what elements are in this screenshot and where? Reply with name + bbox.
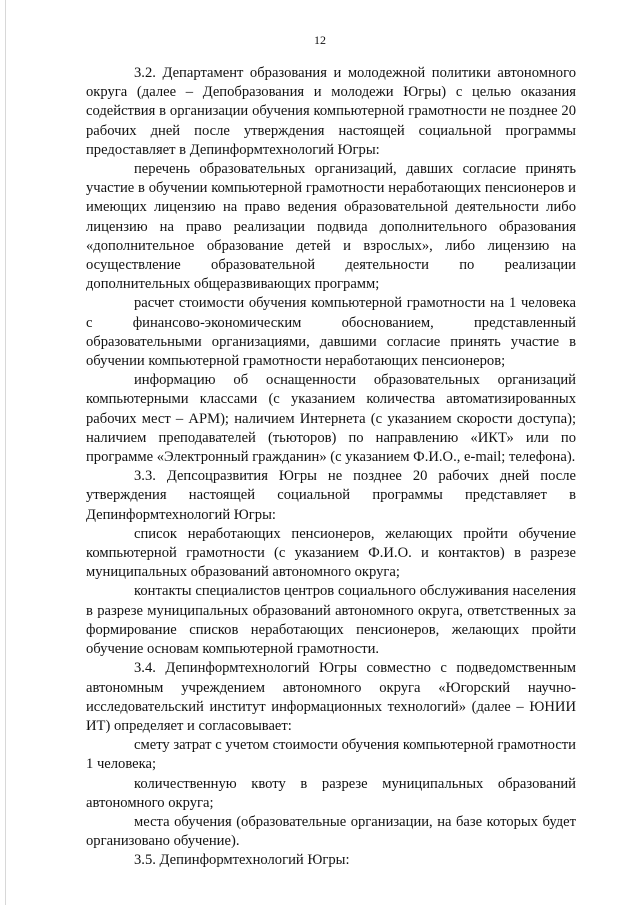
list-item-cost-calculation: расчет стоимости обучения компьютерной грамотности на 1 человека с финансово-экономическим обоснованием, представленный образовательными организациями, давшими согласие принять участие в обучении компьютерной грамотности неработающих пенсионеров; — [86, 295, 576, 370]
list-item-quota: количественную квоту в разрезе муниципальных образований автономного округа; — [86, 775, 576, 811]
paragraph-3-4: 3.4. Депинформтехнологий Югры совместно с подведомственным автономным учреждением автономного округа «Югорский научно-исследовательский институт информационных технологий» (далее – ЮНИИ ИТ) определяет и согласовывает: — [86, 660, 576, 734]
list-item-organizations: перечень образовательных организаций, давших согласие принять участие в обучении компьютерной грамотности неработающих пенсионеров и имеющих лицензию на право ведения образовательной деятельности либо лицензию на право реализации подвида дополнительного образования «дополнительное образование детей и взрослых», либо лицензию на осуществление образовательной деятельности по реализации дополнительных общеразвивающих программ; — [86, 161, 576, 293]
paragraph-3-3: 3.3. Депсоцразвития Югры не позднее 20 рабочих дней после утверждения настоящей социальной программы представляет в Депинформтехнологий Югры: — [86, 468, 576, 523]
document-body — [86, 64, 576, 871]
paragraph-3-2: 3.2. Департамент образования и молодежной политики автономного округа (далее – Депобразования и молодежи Югры) с целью оказания содействия в организации обучения компьютерной грамотности не позднее 20 рабочих дней после утверждения настоящей социальной программы предоставляет в Депинформтехнологий Югры: — [86, 65, 576, 158]
scan-edge-line — [5, 0, 6, 905]
page-number: 12 — [314, 33, 326, 47]
list-item-equipment-info: информацию об оснащенности образовательных организаций компьютерными классами (с указанием количества автоматизированных рабочих мест – АРМ); наличием Интернета (с указанием скорости доступа); наличием преподавателей (тьюторов) по направлению «ИКТ» или по программе «Электронный гражданин» (с указанием Ф.И.О., e-mail; телефона). — [86, 372, 576, 466]
list-item-pensioners-list: список неработающих пенсионеров, желающих пройти обучение компьютерной грамотности (с указанием Ф.И.О. и контактов) в разрезе муниципальных образований автономного округа; — [86, 525, 576, 581]
list-item-cost-estimate: смету затрат с учетом стоимости обучения компьютерной грамотности 1 человека; — [86, 737, 576, 773]
list-item-training-locations: места обучения (образовательные организации, на базе которых будет организовано обучение). — [86, 813, 576, 850]
paragraph-3-5: 3.5. Депинформтехнологий Югры: — [134, 852, 350, 869]
list-item-specialist-contacts: контакты специалистов центров социального обслуживания населения в разрезе муниципальных образований автономного округа, ответственных за формирование списков неработающих пенсионеров, желающих пройти обучение основам компьютерной грамотности. — [86, 583, 576, 658]
